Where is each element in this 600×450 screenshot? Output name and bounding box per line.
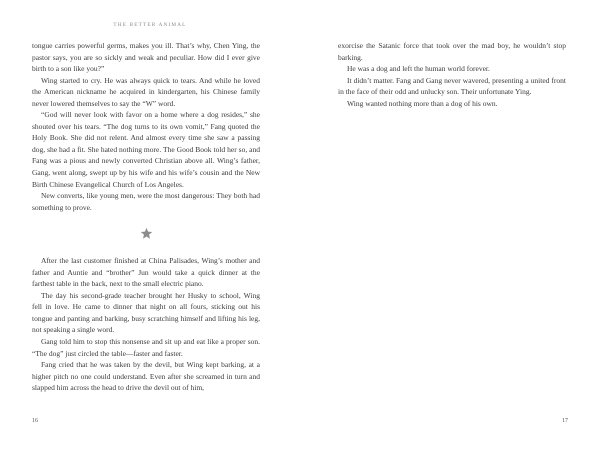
section-break (32, 221, 260, 245)
page-number: 16 (32, 418, 38, 424)
paragraph: Fang cried that he was taken by the devil, but Wing kept barking, at a higher pitch no one could understand. Even after she screamed in turn and slapped him across the head to drive the devil out of him, (32, 360, 260, 393)
running-head: THE BETTER ANIMAL (113, 22, 187, 28)
paragraph: After the last customer finished at China Palisades, Wing’s mother and father and Auntie and “brother” Jun would take a quick dinner at the farthest table in the back, next to the small electric piano. (32, 256, 260, 289)
star-ornament-icon (140, 227, 153, 240)
paragraph: New converts, like young men, were the most dangerous: They both had something to prove. (32, 191, 260, 212)
paragraph: “God will never look with favor on a home where a dog resides,” she shouted over his tears. “The dog turns to its own vomit,” Fang quoted the Holy Book. She did not relent. And almost every time she saw a passing dog, she had a fit. She hated nothing more. The Good Book told her so, and Fang was a pious and newly converted Christian above all. Wing’s father, Gang, went along, swept up by his wife and his wife’s cousin and the New Birth Chinese Evangelical Church of Los Angeles. (32, 110, 260, 189)
paragraph: exorcise the Satanic force that took over the mad boy, he wouldn’t stop barking. (338, 41, 566, 62)
paragraph: Gang told him to stop this nonsense and sit up and eat like a proper son. “The dog” just circled the table—faster and faster. (32, 337, 260, 358)
paragraph: tongue carries powerful germs, makes you ill. That’s why, Chen Ying, the pastor says, you are so sickly and weak and peculiar. How did I ever give birth to a son like you?” (32, 41, 260, 74)
right-page (300, 0, 600, 450)
page-number: 17 (562, 418, 568, 424)
right-page-text (338, 40, 566, 109)
paragraph: Wing wanted nothing more than a dog of his own. (347, 98, 498, 108)
paragraph: The day his second-grade teacher brought her Husky to school, Wing fell in love. He came to dinner that night on all fours, sticking out his tongue and panting and barking, busy scratching himself and lifting his leg, not speaking a single word. (32, 290, 260, 335)
paragraph: Wing started to cry. He was always quick to tears. And while he loved the American nickname he acquired in kindergarten, his Chinese family never lowered themselves to say the “W” word. (32, 75, 260, 108)
left-page-text (32, 40, 260, 394)
paragraph: He was a dog and left the human world forever. (347, 64, 490, 74)
paragraph: It didn’t matter. Fang and Gang never wavered, presenting a united front in the face of their odd and unlucky son. Their unfortunate Ying. (338, 75, 566, 97)
